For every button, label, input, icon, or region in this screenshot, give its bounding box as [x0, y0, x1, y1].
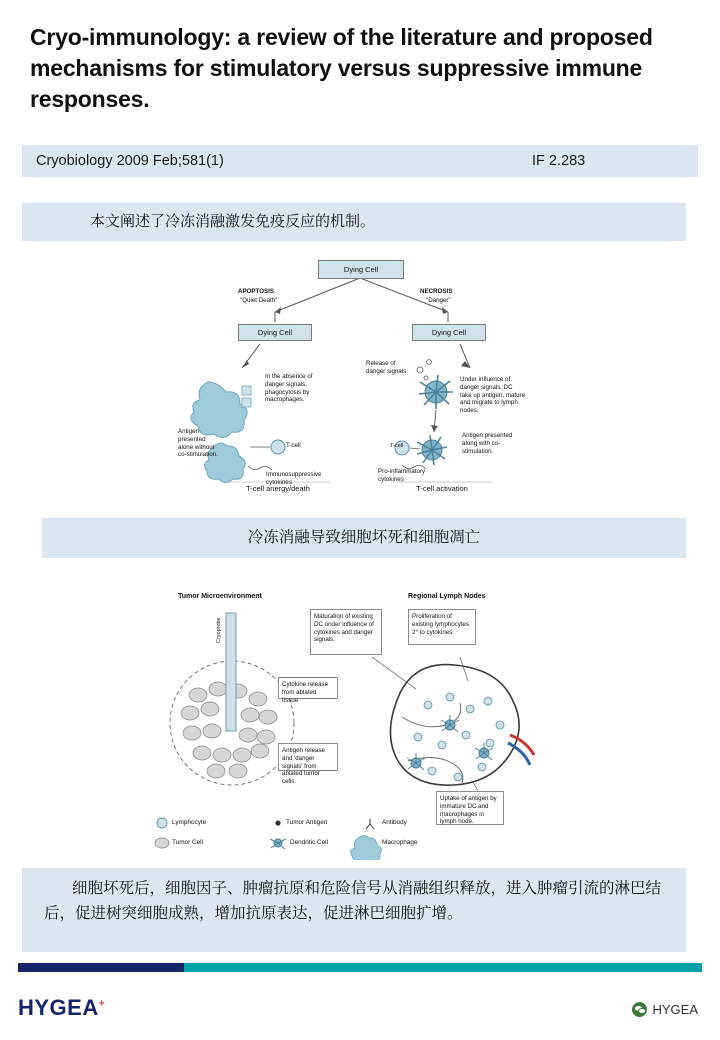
figure2-box-proliferation: Proliferation of existing lymphocytes 2° to cytokines.: [408, 609, 476, 645]
figure2-cryoprobe-label: Cryoprobe: [216, 617, 222, 643]
figure1-apoptosis-subtitle: "Quiet Death": [240, 297, 278, 304]
figure1-left-note-cytokines: Immunosuppressive cytokines: [266, 471, 322, 486]
caption-one: 本文阐述了冷冻消融激发免疫反应的机制。: [22, 203, 686, 241]
figure2-box-uptake: Uptake of antigen by immature DC and macrophages in lymph node.: [436, 791, 504, 825]
figure1-left-note-phagocytosis: In the absence of danger signals, phagocytosis by macrophages.: [265, 373, 313, 404]
figure-tumor-microenvironment: [150, 585, 590, 860]
figure1-right-note-dc: Under influence of danger signals, DC take up antigen, mature and migrate to lymph nodes.: [460, 376, 526, 414]
figure2-legend-tumor-antigen: Tumor Antigen: [286, 819, 328, 826]
brand-logo: [18, 995, 105, 1021]
impact-factor: IF 2.283: [532, 153, 586, 169]
figure1-left-tcell-label: T-cell: [286, 442, 301, 449]
footer-bar-teal: [184, 963, 702, 972]
figure2-legend-macrophage: Macrophage: [382, 839, 418, 846]
figure1-left-cell-box: Dying Cell: [238, 324, 312, 341]
figure1-right-note-antigen: Antigen presented along with co-stimulation.: [462, 432, 513, 455]
figure1-apoptosis-title: APOPTOSIS: [238, 288, 274, 295]
figure2-left-title: Tumor Microenvironment: [178, 593, 262, 600]
brand-logo-text: HYGEA: [18, 995, 99, 1020]
figure2-legend-dendritic-cell: Dendritic Cell: [290, 839, 329, 846]
page-title: Cryo-immunology: a review of the literature and proposed mechanisms for stimulatory versus suppressive immune responses.: [30, 24, 653, 113]
figure2-legend-lymphocyte: Lymphocyte: [172, 819, 207, 826]
brand-logo-mark: +: [98, 998, 106, 1010]
figure1-right-note-release: Release of danger signals: [366, 360, 407, 375]
wechat-icon: [632, 1002, 647, 1017]
figure1-left-note-antigen: Antigen presented alone without co-stimulation.: [178, 428, 218, 459]
figure2-right-title: Regional Lymph Nodes: [408, 593, 486, 600]
figure2-box-maturation: Maturation of existing DC under influence of cytokines and danger signals.: [310, 609, 382, 655]
journal-reference: Cryobiology 2009 Feb;581(1): [36, 153, 224, 169]
caption-three: 细胞坏死后，细胞因子、肿瘤抗原和危险信号从消融组织释放，进入肿瘤引流的淋巴结后，促进树突细胞成熟，增加抗原表达，促进淋巴细胞扩增。: [22, 868, 686, 952]
figure-apoptosis-necrosis: [170, 250, 550, 505]
figure2-legend-tumor-cell: Tumor Cell: [172, 839, 204, 846]
figure2-legend-antibody: Antibody: [382, 819, 407, 826]
wechat-account: [632, 1002, 698, 1017]
caption-two: 冷冻消融导致细胞坏死和细胞凋亡: [42, 518, 686, 558]
figure1-top-box: Dying Cell: [318, 260, 404, 279]
figure1-left-caption: T-cell anergy/death: [246, 484, 310, 493]
figure1-right-note-cytokines: Pro-inflammatory cytokines: [378, 468, 426, 483]
figure1-right-tcell-label: T-cell: [390, 443, 404, 449]
figure1-right-cell-box: Dying Cell: [412, 324, 486, 341]
figure2-box-antigen-release: Antigen release and 'danger signals' from ablated tumor cells.: [278, 743, 338, 771]
figure1-necrosis-subtitle: "Danger": [426, 297, 451, 304]
figure1-right-caption: T-cell activation: [416, 484, 468, 493]
wechat-label: HYGEA: [652, 1002, 698, 1017]
journal-bar: [22, 145, 698, 177]
footer-bar-navy: [18, 963, 184, 972]
figure1-necrosis-title: NECROSIS: [420, 288, 453, 295]
figure2-box-cytokine-release: Cytokine release from ablated tissue: [278, 677, 338, 699]
